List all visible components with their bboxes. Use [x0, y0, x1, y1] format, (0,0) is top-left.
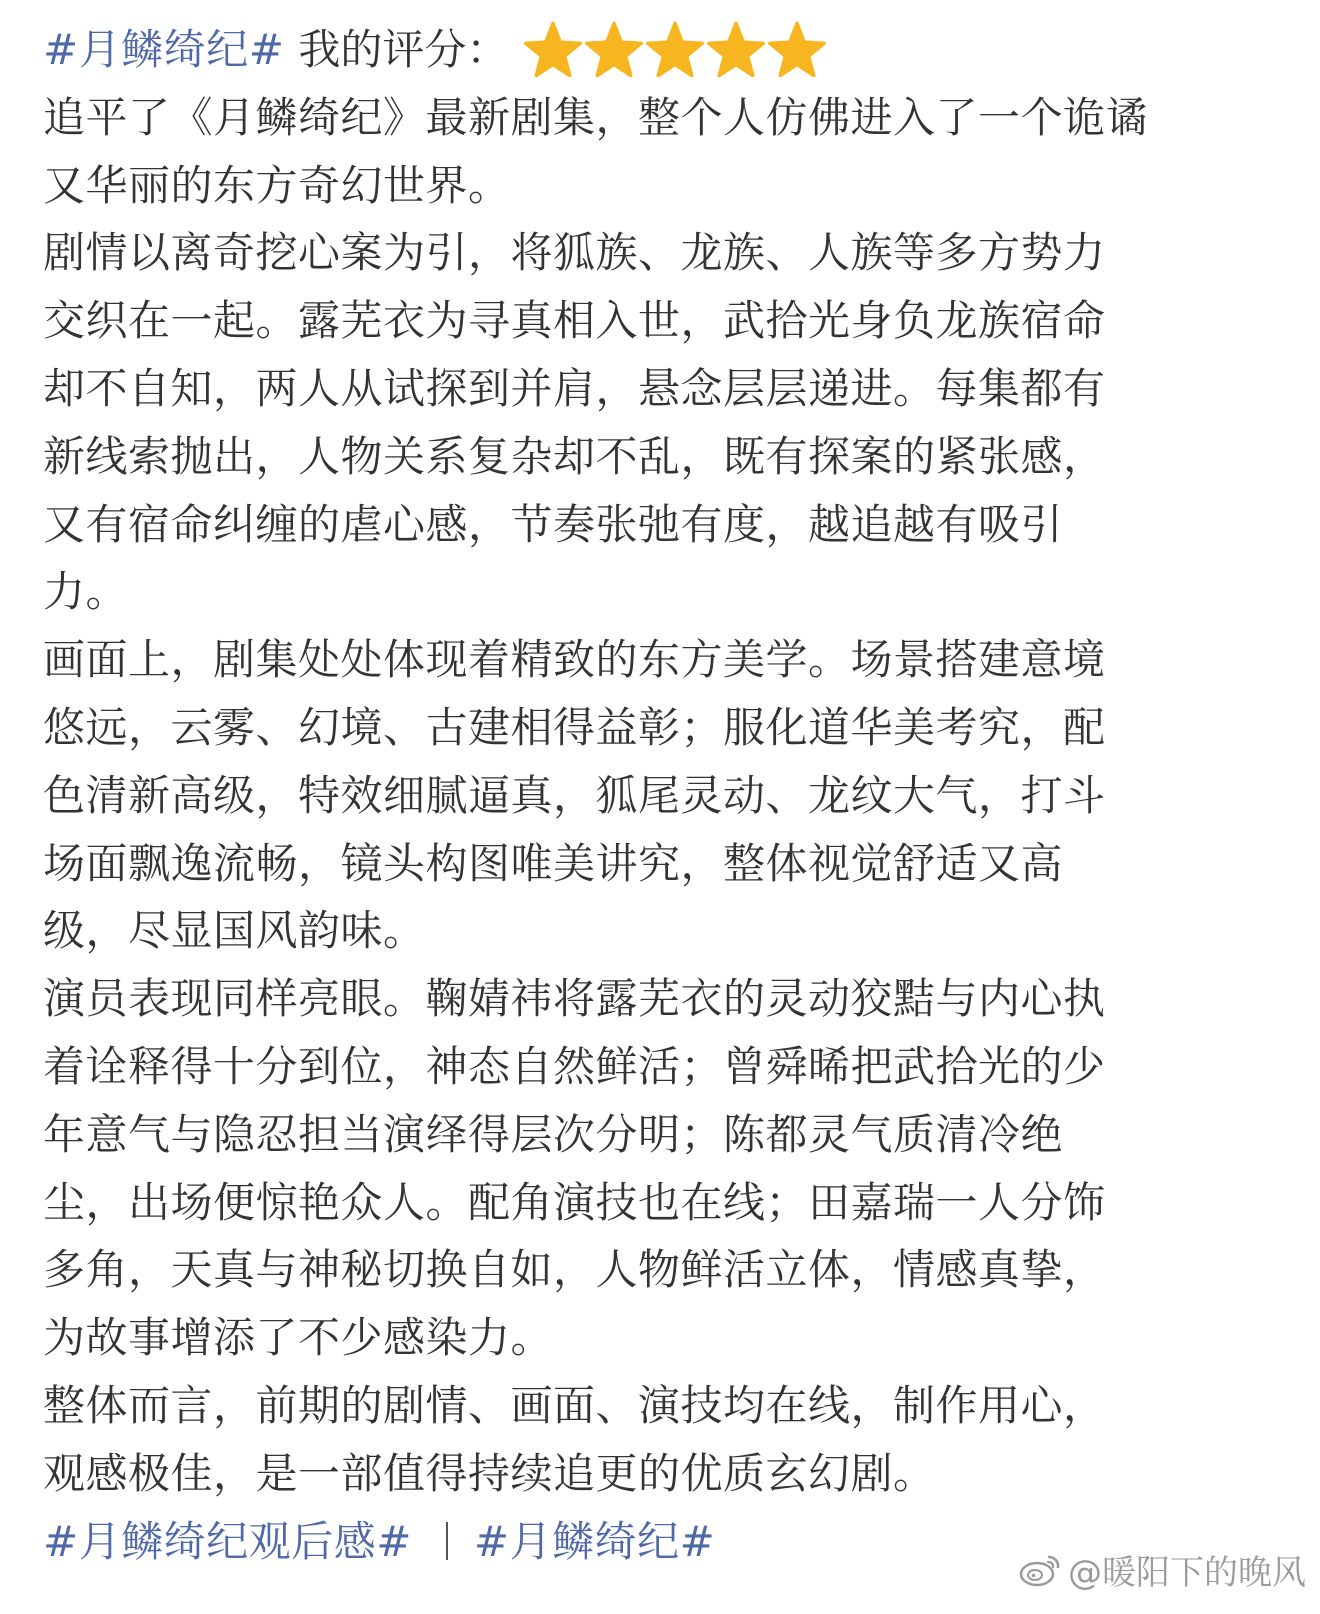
body-line: 交织在一起。露芜衣为寻真相入世，武拾光身负龙族宿命	[43, 296, 1106, 346]
rating-label: 我的评分：	[298, 25, 509, 74]
body-line: 多角，天真与神秘切换自如，人物鲜活立体，情感真挚，	[43, 1245, 1106, 1295]
body-line: 追平了《月鳞绮纪》最新剧集，整个人仿佛进入了一个诡谲	[43, 92, 1149, 142]
body-line: 整体而言，前期的剧情、画面、演技均在线，制作用心，	[43, 1380, 1106, 1430]
star-rating	[524, 21, 826, 79]
tag-divider	[446, 1522, 448, 1560]
body-line: 着诠释得十分到位，神态自然鲜活；曾舜晞把武拾光的少	[43, 1041, 1106, 1091]
watermark-text: @暖阳下的晚风	[1068, 1553, 1306, 1593]
body-line: 又有宿命纠缠的虐心感，节奏张弛有度，越追越有吸引	[43, 499, 1064, 549]
rating-header	[43, 16, 1293, 84]
body-line: 剧情以离奇挖心案为引，将狐族、龙族、人族等多方势力	[43, 228, 1106, 278]
body-line: 观感极佳，是一部值得持续追更的优质玄幻剧。	[43, 1448, 936, 1498]
watermark	[1018, 1545, 1306, 1594]
body-line: 尘，出场便惊艳众人。配角演技也在线；田嘉瑞一人分饰	[43, 1177, 1106, 1227]
body-line: 悠远，云雾、幻境、古建相得益彰；服化道华美考究，配	[43, 702, 1106, 752]
weibo-post	[43, 16, 1293, 1575]
star-icon	[707, 21, 765, 79]
topic-tag-link[interactable]: #月鳞绮纪#	[473, 1516, 716, 1566]
post-body	[43, 84, 1293, 1508]
body-line: 画面上，剧集处处体现着精致的东方美学。场景搭建意境	[43, 635, 1106, 685]
topic-tag-review-link[interactable]: #月鳞绮纪观后感#	[43, 1516, 412, 1566]
body-line: 年意气与隐忍担当演绎得层次分明；陈都灵气质清冷绝	[43, 1109, 1064, 1159]
star-icon	[646, 21, 704, 79]
body-line: 场面飘逸流畅，镜头构图唯美讲究，整体视觉舒适又高	[43, 838, 1064, 888]
body-line: 力。	[43, 567, 129, 617]
body-line: 新线索抛出，人物关系复杂却不乱，既有探案的紧张感，	[43, 431, 1106, 481]
star-icon	[768, 21, 826, 79]
body-line: 级，尽显国风韵味。	[43, 906, 426, 956]
star-icon	[524, 21, 582, 79]
body-line: 为故事增添了不少感染力。	[43, 1313, 554, 1363]
body-line: 又华丽的东方奇幻世界。	[43, 160, 511, 210]
topic-tag-link[interactable]: #月鳞绮纪#	[43, 25, 285, 74]
body-line: 却不自知，两人从试探到并肩，悬念层层递进。每集都有	[43, 363, 1106, 413]
body-line: 演员表现同样亮眼。鞠婧祎将露芜衣的灵动狡黠与内心执	[43, 974, 1106, 1024]
weibo-icon	[1018, 1552, 1062, 1588]
body-line: 色清新高级，特效细腻逼真，狐尾灵动、龙纹大气，打斗	[43, 770, 1106, 820]
star-icon	[585, 21, 643, 79]
